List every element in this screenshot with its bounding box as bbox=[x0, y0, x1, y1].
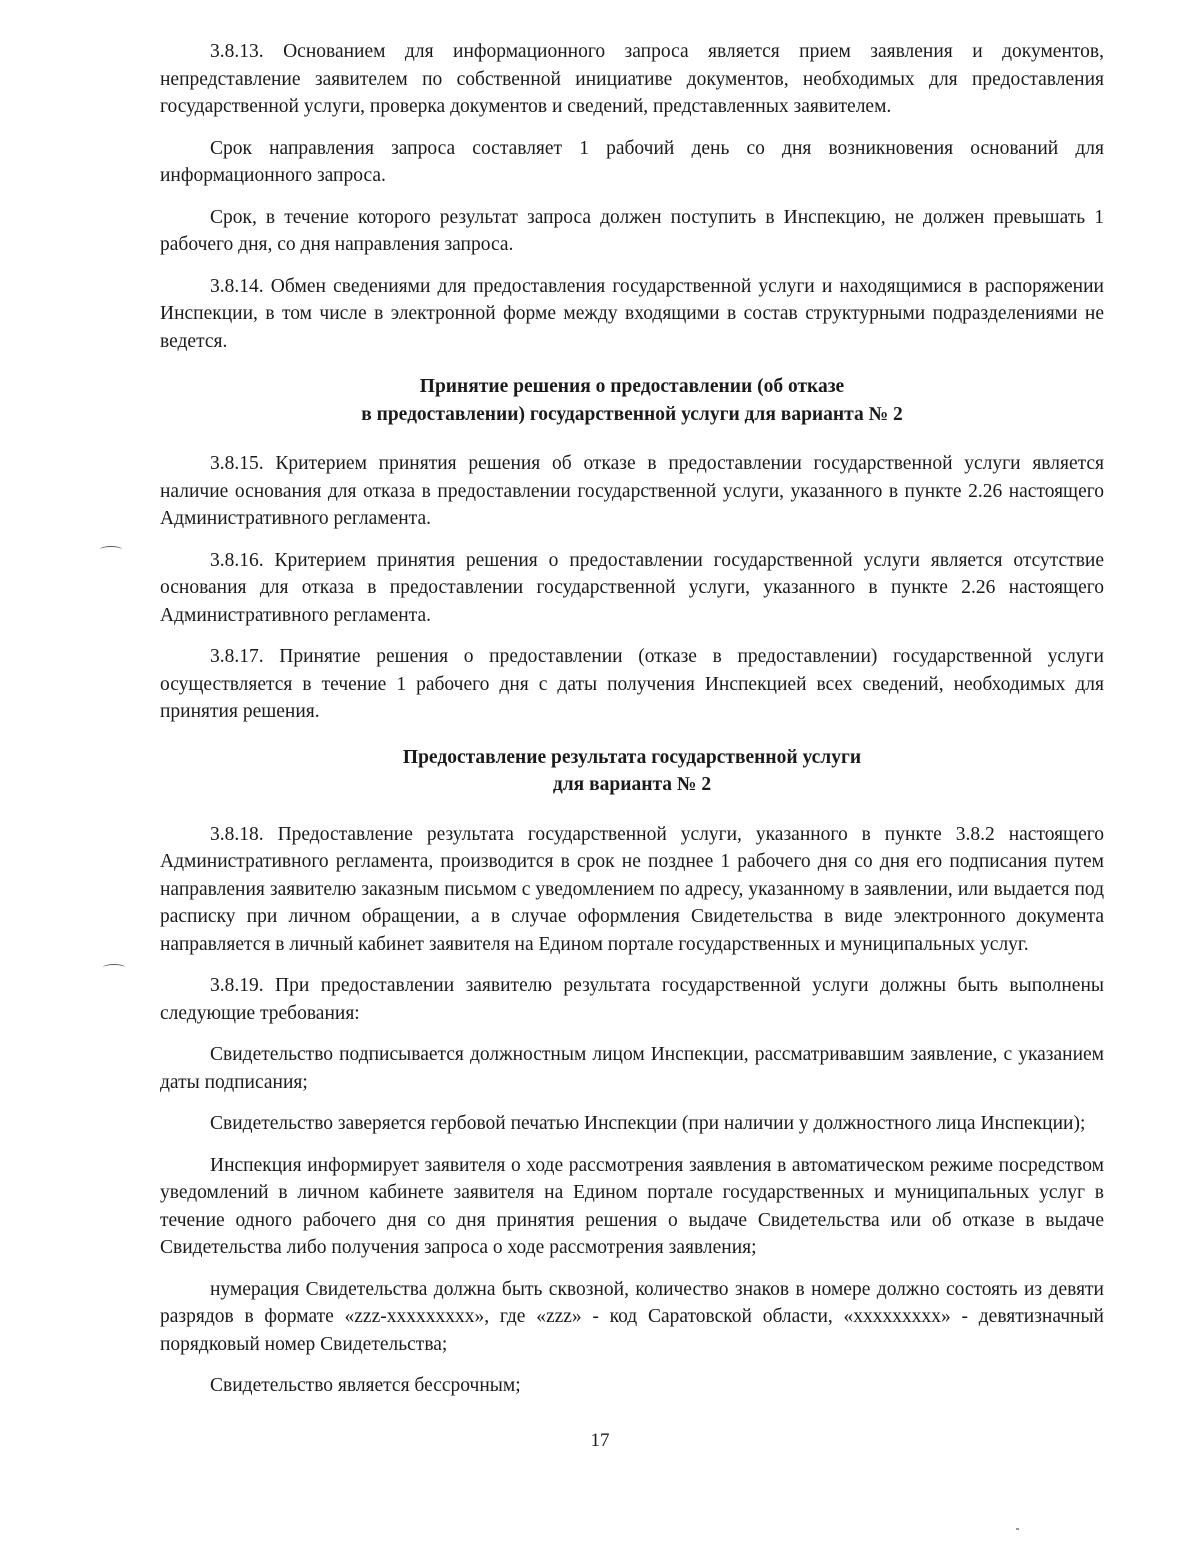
paragraph-requirement-notification: Инспекция информирует заявителя о ходе рассмотрения заявления в автоматическом режиме посредством уведомлений в личном кабинете заявителя на Едином портале государственных и муниципальных услуг в течение одного рабочего дня со дня принятия решения о выдаче Свидетельства или об отказе в выдаче Свидетельства либо получения запроса о ходе рассмотрения заявления; bbox=[160, 1154, 1104, 1258]
paragraph-3-8-16: 3.8.16. Критерием принятия решения о предоставлении государственной услуги является отсутствие основания для отказа в предоставлении государственной услуги, указанного в пункте 2.26 настоящего Административного регламента. bbox=[160, 549, 1104, 626]
paragraph-3-8-17: 3.8.17. Принятие решения о предоставлении (отказе в предоставлении) государственной услуги осуществляется в течение 1 рабочего дня с даты получения Инспекцией всех сведений, необходимых для принятия решения. bbox=[160, 646, 1104, 722]
section-heading-result bbox=[160, 744, 1104, 799]
scan-speck bbox=[1016, 1528, 1019, 1530]
paragraph-3-8-13: 3.8.13. Основанием для информационного запроса является прием заявления и документов, непредставление заявителем по собственной инициативе документов, необходимых для предоставления государственной услуги, проверка документов и сведений, представленных заявителем. bbox=[160, 41, 1104, 117]
paragraph-3-8-14: 3.8.14. Обмен сведениями для предоставления государственной услуги и находящимися в распоряжении Инспекции, в том числе в электронной форме между входящими в состав структурными подразделениями не ведется. bbox=[160, 275, 1104, 352]
paragraph-requirement-numbering: нумерация Свидетельства должна быть сквозной, количество знаков в номере должно состоять из девяти разрядов в формате «zzz-xxxxxxxxx», где «zzz» - код Саратовской области, «xxxxxxxxx» - девятизначный порядковый номер Свидетельства; bbox=[160, 1278, 1104, 1355]
page-number: 17 bbox=[590, 1430, 610, 1451]
paragraph-requirement-signature: Свидетельство подписывается должностным лицом Инспекции, рассматривавшим заявление, с указанием даты подписания; bbox=[160, 1044, 1104, 1093]
paragraph-3-8-18: 3.8.18. Предоставление результата государственной услуги, указанного в пункте 3.8.2 настоящего Административного регламента, производится в срок не позднее 1 рабочего дня со дня его подписания путем направления заявителю заказным письмом с уведомлением по адресу, указанному в заявлении, или выдается под расписку при личном обращении, а в случае оформления Свидетельства в виде электронного документа направляется в личный кабинет заявителя на Едином портале государственных и муниципальных услуг. bbox=[160, 823, 1104, 955]
heading-line: Принятие решения о предоставлении (об отказе bbox=[419, 376, 845, 397]
document-page bbox=[160, 38, 1104, 1414]
heading-line: для варианта № 2 bbox=[552, 774, 712, 795]
scan-margin-mark bbox=[103, 964, 125, 971]
paragraph-request-deadline: Срок направления запроса составляет 1 рабочий день со дня возникновения оснований для информационного запроса. bbox=[160, 137, 1104, 186]
scan-margin-mark bbox=[100, 546, 122, 553]
paragraph-3-8-19: 3.8.19. При предоставлении заявителю результата государственной услуги должны быть выполнены следующие требования: bbox=[160, 975, 1104, 1024]
paragraph-3-8-15: 3.8.15. Критерием принятия решения об отказе в предоставлении государственной услуги является наличие основания для отказа в предоставлении государственной услуги, указанного в пункте 2.26 настоящего Административного регламента. bbox=[160, 453, 1104, 529]
paragraph-requirement-validity: Свидетельство является бессрочным; bbox=[210, 1375, 521, 1396]
paragraph-response-deadline: Срок, в течение которого результат запроса должен поступить в Инспекцию, не должен превышать 1 рабочего дня, со дня направления запроса. bbox=[160, 206, 1104, 255]
heading-line: в предоставлении) государственной услуги для варианта № 2 bbox=[361, 403, 903, 425]
paragraph-requirement-seal: Свидетельство заверяется гербовой печатью Инспекции (при наличии у должностного лица Инспекции); bbox=[210, 1113, 1086, 1134]
section-heading-decision bbox=[160, 373, 1104, 428]
heading-line: Предоставление результата государственной услуги bbox=[402, 746, 862, 768]
